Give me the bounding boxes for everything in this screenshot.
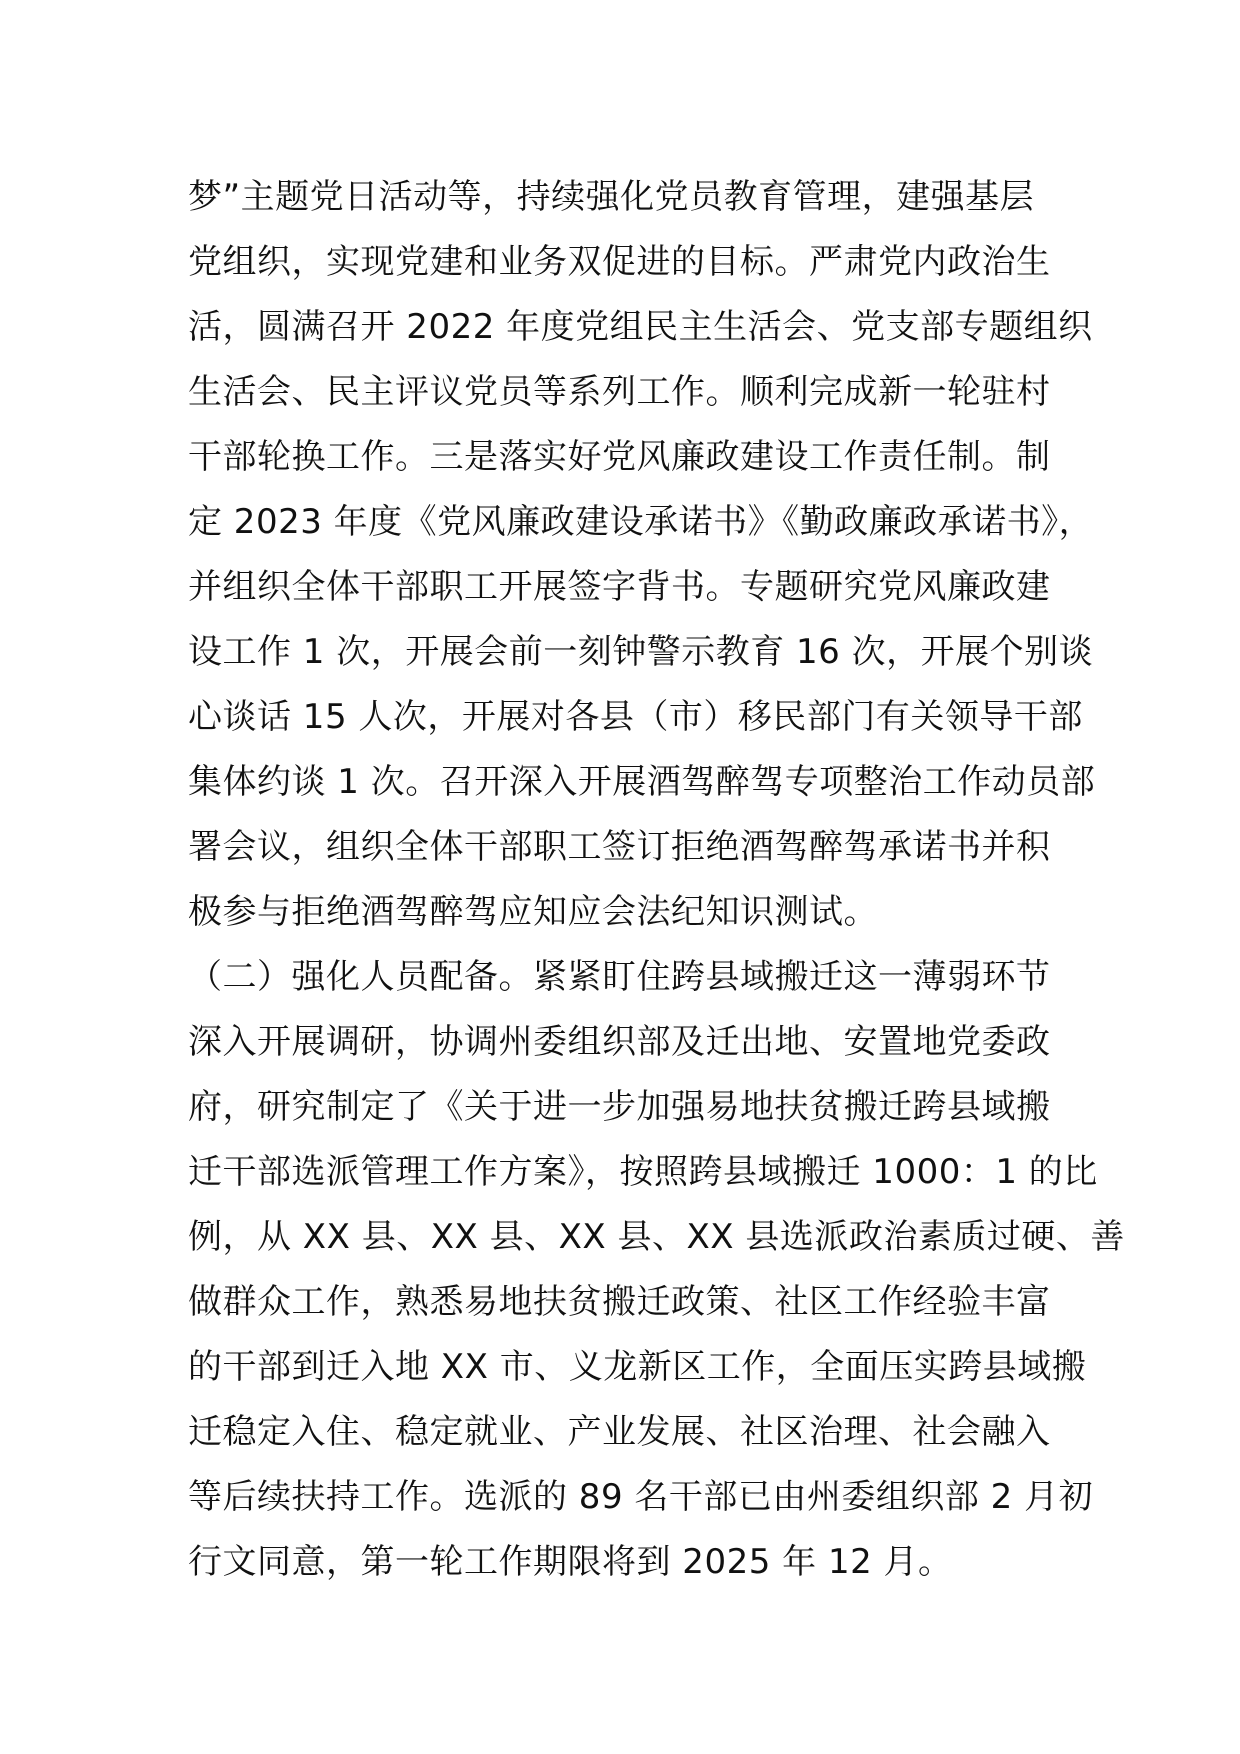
body-text	[188, 165, 1125, 1595]
text-line: 的干部到迁入地 XX 市、义龙新区工作，全面压实跨县域搬	[188, 1347, 1087, 1387]
section-heading-line: （二）强化人员配备。紧紧盯住跨县域搬迁这一薄弱环节	[188, 957, 1051, 997]
text-line: 迁稳定入住、稳定就业、产业发展、社区治理、社会融入	[188, 1412, 1051, 1452]
text-line: 例，从 XX 县、XX 县、XX 县、XX 县选派政治素质过硬、善	[188, 1217, 1125, 1257]
text-line: 梦”主题党日活动等，持续强化党员教育管理，建强基层	[188, 177, 1035, 217]
text-line: 设工作 1 次，开展会前一刻钟警示教育 16 次，开展个别谈	[188, 632, 1094, 672]
text-line: 活，圆满召开 2022 年度党组民主生活会、党支部专题组织	[188, 307, 1093, 347]
text-line: 党组织，实现党建和业务双促进的目标。严肃党内政治生	[188, 242, 1051, 282]
text-line: 迁干部选派管理工作方案》，按照跨县域搬迁 1000：1 的比	[188, 1152, 1098, 1192]
text-line: 心谈话 15 人次，开展对各县（市）移民部门有关领导干部	[188, 697, 1083, 737]
text-line: 极参与拒绝酒驾醉驾应知应会法纪知识测试。	[188, 892, 878, 932]
text-line: 署会议，组织全体干部职工签订拒绝酒驾醉驾承诺书并积	[188, 827, 1051, 867]
text-line: 干部轮换工作。三是落实好党风廉政建设工作责任制。制	[188, 437, 1051, 477]
text-line: 做群众工作，熟悉易地扶贫搬迁政策、社区工作经验丰富	[188, 1282, 1051, 1322]
text-line: 生活会、民主评议党员等系列工作。顺利完成新一轮驻村	[188, 372, 1051, 412]
text-line: 深入开展调研，协调州委组织部及迁出地、安置地党委政	[188, 1022, 1051, 1062]
text-line: 并组织全体干部职工开展签字背书。专题研究党风廉政建	[188, 567, 1051, 607]
text-line: 定 2023 年度《党风廉政建设承诺书》《勤政廉政承诺书》，	[188, 502, 1094, 542]
text-line: 府，研究制定了《关于进一步加强易地扶贫搬迁跨县域搬	[188, 1087, 1051, 1127]
text-line: 行文同意，第一轮工作期限将到 2025 年 12 月。	[188, 1542, 953, 1582]
text-line: 集体约谈 1 次。召开深入开展酒驾醉驾专项整治工作动员部	[188, 762, 1096, 802]
text-line: 等后续扶持工作。选派的 89 名干部已由州委组织部 2 月初	[188, 1477, 1094, 1517]
